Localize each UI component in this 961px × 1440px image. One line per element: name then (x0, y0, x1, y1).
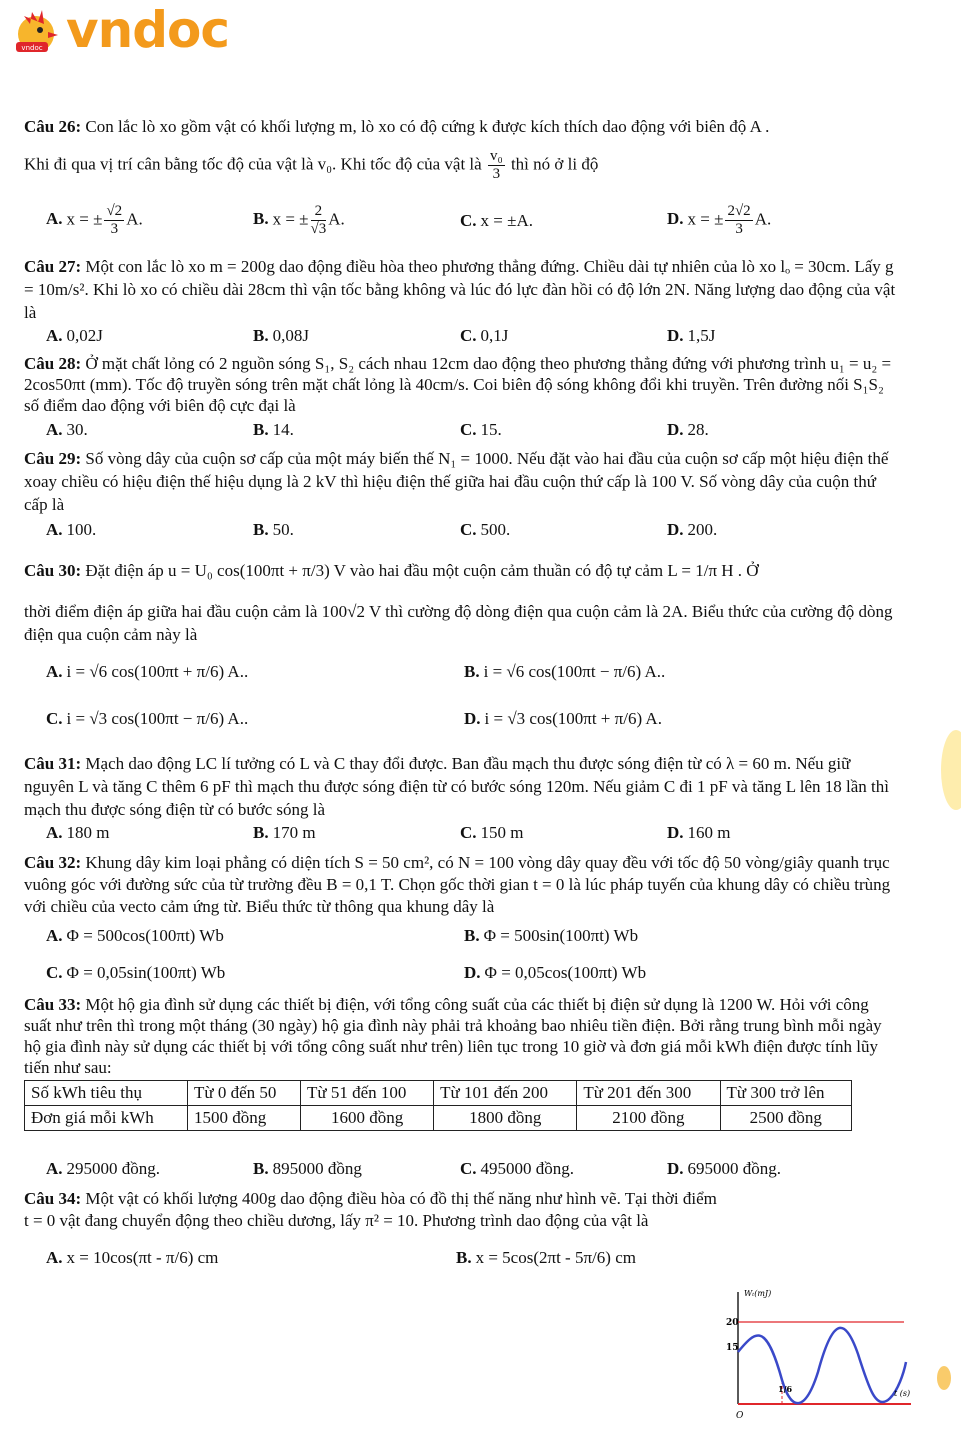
question-label: Câu 33: (24, 995, 82, 1014)
question-text: Một con lắc lò xo m = 200g dao động điều hòa theo phương thẳng đứng. Chiều dài tự nhiên của lò xo lₒ = 30cm. Lấy g = 10m/s². Khi lò xo có chiều dài 28cm thì vận tốc bằng không và lúc đó lực đàn hồi có độ lớn 2N. Năng lượng dao động của vật là (24, 257, 896, 322)
question-text: Số vòng dây của cuộn sơ cấp của một máy biến thế N₁ = 1000. Nếu đặt vào hai đầu của cuộn sơ cấp một hiệu điện thế xoay chiều có hiệu điện thế hiệu dụng là 2 kV thì hiệu điện thế giữa hai đầu cuộn thứ cấp là 100 V. Số vòng dây của cuộn thứ cấp là (24, 449, 889, 514)
option-d[interactable]: D. Φ = 0,05cos(100πt) Wb (464, 963, 647, 982)
question-text: Khi đi qua vị trí cân bằng tốc độ của vật là v₀. Khi tốc độ của vật là (24, 154, 482, 174)
table-cell: 2100 đồng (577, 1106, 720, 1131)
question-text: Một hộ gia đình sử dụng các thiết bị điện, với tổng công suất của các thiết bị điện sử dụng là 1200 W. Hỏi với công suất như trên thì trong một tháng (30 ngày) hộ gia đình này phải trả khoảng bao nhiêu tiền điện. Bởi rằng trung bình mỗi ngày hộ gia đình này sử dụng các thiết bị với tổng công suất như trên) liên tục trong 10 giờ và đơn giá mỗi kWh điện được tính lũy tiến như sau: (24, 995, 882, 1077)
question-text: Khung dây kim loại phẳng có diện tích S = 50 cm², có N = 100 vòng dây quay đều với tốc độ 50 vòng/giây quanh trục vuông góc với đường sức của từ trường đều B = 0,1 T. Chọn gốc thời gian t = 0 là lúc pháp tuyến của khung dây có chiều trùng với chiều của vecto cảm ứng từ. Biểu thức từ thông qua khung dây là (24, 853, 891, 916)
options-32 (24, 924, 896, 984)
svg-text:vndoc: vndoc (21, 44, 43, 52)
options-29 (24, 518, 896, 541)
option-a[interactable]: A. 0,02J (46, 326, 103, 345)
option-a[interactable]: A. 100. (46, 520, 97, 539)
question-30 (24, 559, 896, 582)
table-row (25, 1106, 852, 1131)
option-d[interactable]: D. i = √3 cos(100πt + π/6) A. (464, 709, 662, 728)
question-text: Một vật có khối lượng 400g dao động điều hòa có đồ thị thế năng như hình vẽ. Tại thời điểm t = 0 vật đang chuyển động theo chiều dương, lấy π² = 10. Phương trình dao động của vật là (24, 1189, 717, 1230)
table-cell: Từ 300 trở lên (720, 1081, 852, 1106)
table-cell: Từ 0 đến 50 (188, 1081, 301, 1106)
question-label: Câu 26: (24, 117, 82, 136)
option-c[interactable]: C. 495000 đồng. (460, 1159, 575, 1178)
table-cell: Từ 51 đến 100 (301, 1081, 434, 1106)
question-text: Mạch dao động LC lí tưởng có L và C thay đổi được. Ban đầu mạch thu được sóng điện từ có λ = 60 m. Nếu giữ nguyên L và tăng C thêm 6 pF thì mạch thu được sóng điện từ có bước sóng 120m. Nếu giảm C đi 1 pF và tăng L lên 18 lần thì mạch thu được sóng điện từ có bước sóng là (24, 754, 889, 819)
question-text: thời điểm điện áp giữa hai đầu cuộn cảm là 100√2 V thì cường độ dòng điện qua cuộn cảm là 2A. Biểu thức của cường độ dòng điện qua cuộn cảm này là (24, 602, 893, 644)
table-cell: Từ 201 đến 300 (577, 1081, 720, 1106)
option-a[interactable]: A. 295000 đồng. (46, 1159, 161, 1178)
table-cell: 1600 đồng (301, 1106, 434, 1131)
option-a[interactable]: A. 30. (46, 420, 88, 439)
question-26 (24, 115, 896, 138)
question-31 (24, 752, 896, 821)
table-cell: Đơn giá mỗi kWh (25, 1106, 188, 1131)
option-b[interactable]: B. 895000 đồng (253, 1159, 362, 1178)
fraction: $\frac{\text{v₀}}{3}$ (489, 148, 503, 182)
question-label: Câu 29: (24, 449, 82, 468)
option-b[interactable]: B. 0,08J (253, 326, 309, 345)
origin-label: O (736, 1411, 744, 1421)
exam-content (24, 115, 896, 1269)
option-d[interactable]: D. 160 m (667, 823, 731, 842)
option-b[interactable]: B. Φ = 500sin(100πt) Wb (464, 926, 639, 945)
option-b[interactable]: B. 170 m (253, 823, 316, 842)
vndoc-logo[interactable] (10, 2, 229, 58)
options-26 (24, 199, 896, 241)
question-label: Câu 34: (24, 1189, 82, 1208)
question-30-line2 (24, 600, 896, 646)
question-text: thì nó ở li độ (510, 154, 599, 174)
options-34 (24, 1246, 744, 1269)
question-26-line2 (24, 148, 896, 183)
option-c[interactable]: C. i = √3 cos(100πt − π/6) A.. (46, 709, 249, 728)
option-d[interactable]: D. 695000 đồng. (667, 1159, 782, 1178)
option-c[interactable]: C. 15. (460, 420, 502, 439)
option-c[interactable]: C. 500. (460, 520, 511, 539)
question-29 (24, 447, 896, 516)
x-axis-label: t (s) (894, 1389, 911, 1398)
option-c[interactable]: C. 150 m (460, 823, 524, 842)
option-d[interactable]: D. 28. (667, 420, 709, 439)
option-c[interactable]: C. x = ±A. (460, 210, 533, 230)
option-b[interactable]: B. i = √6 cos(100πt − π/6) A.. (464, 662, 666, 681)
question-label: Câu 31: (24, 754, 82, 773)
option-c[interactable]: C. Φ = 0,05sin(100πt) Wb (46, 963, 226, 982)
option-a[interactable]: A. x = ± $\frac{√2}{3}$ A. (46, 202, 143, 237)
y-tick-15: 15 (726, 1343, 739, 1353)
option-a[interactable]: A. Φ = 500cos(100πt) Wb (46, 926, 224, 945)
question-text: Đặt điện áp u = U₀ cos(100πt + π/3) V vào hai đầu một cuộn cảm thuần có độ tự cảm L = 1/π H . Ở (85, 561, 759, 580)
option-b[interactable]: B. 14. (253, 420, 294, 439)
question-28 (24, 353, 896, 416)
question-label: Câu 32: (24, 853, 82, 872)
question-label: Câu 28: (24, 354, 82, 373)
options-30 (24, 660, 896, 730)
options-31 (24, 821, 896, 844)
decorative-blob (941, 730, 961, 810)
rooster-mascot-icon (10, 4, 62, 56)
table-cell: 1500 đồng (188, 1106, 301, 1131)
table-cell: Số kWh tiêu thụ (25, 1081, 188, 1106)
table-row (25, 1081, 852, 1106)
potential-energy-graph (726, 1282, 916, 1422)
option-d[interactable]: D. x = ± $\frac{2√2}{3}$ A. (667, 202, 772, 237)
options-28 (24, 418, 896, 441)
question-text: Ở mặt chất lỏng có 2 nguồn sóng S₁, S₂ cách nhau 12cm dao động theo phương thẳng đứng với phương trình u₁ = u₂ = 2cos50πt (mm). Tốc độ truyền sóng trên mặt chất lỏng là 40cm/s. Coi biên độ sóng không đổi khi truyền. Trên đường nối S₁S₂ số điểm dao động với biên độ cực đại là (24, 354, 892, 415)
table-cell: 2500 đồng (720, 1106, 852, 1131)
option-a[interactable]: A. x = 10cos(πt - π/6) cm (46, 1248, 219, 1267)
table-cell: 1800 đồng (434, 1106, 577, 1131)
question-label: Câu 27: (24, 257, 82, 276)
options-33 (24, 1157, 896, 1180)
question-label: Câu 30: (24, 561, 82, 580)
decorative-blob (937, 1366, 951, 1390)
price-table (24, 1080, 852, 1131)
question-32 (24, 852, 896, 918)
question-text: Con lắc lò xo gồm vật có khối lượng m, lò xo có độ cứng k được kích thích dao động với biên độ A . (85, 117, 770, 136)
option-a[interactable]: A. i = √6 cos(100πt + π/6) A.. (46, 662, 249, 681)
option-b[interactable]: B. 50. (253, 520, 294, 539)
option-d[interactable]: D. 200. (667, 520, 718, 539)
option-b[interactable]: B. x = ± $\frac{2}{√3}$ A. (253, 202, 345, 237)
question-33 (24, 994, 896, 1078)
x-tick-one-sixth: 1/6 (778, 1384, 793, 1394)
table-cell: Từ 101 đến 200 (434, 1081, 577, 1106)
option-b[interactable]: B. x = 5cos(2πt - 5π/6) cm (456, 1248, 636, 1267)
question-27 (24, 255, 896, 324)
question-34 (24, 1188, 724, 1232)
energy-curve (738, 1328, 906, 1403)
option-d[interactable]: D. 1,5J (667, 326, 716, 345)
option-c[interactable]: C. 0,1J (460, 326, 509, 345)
logo-wordmark: vndoc (66, 1, 229, 59)
options-27 (24, 324, 896, 347)
option-a[interactable]: A. 180 m (46, 823, 110, 842)
y-tick-20: 20 (726, 1318, 739, 1328)
y-axis-label: Wₜ(mJ) (744, 1289, 772, 1298)
